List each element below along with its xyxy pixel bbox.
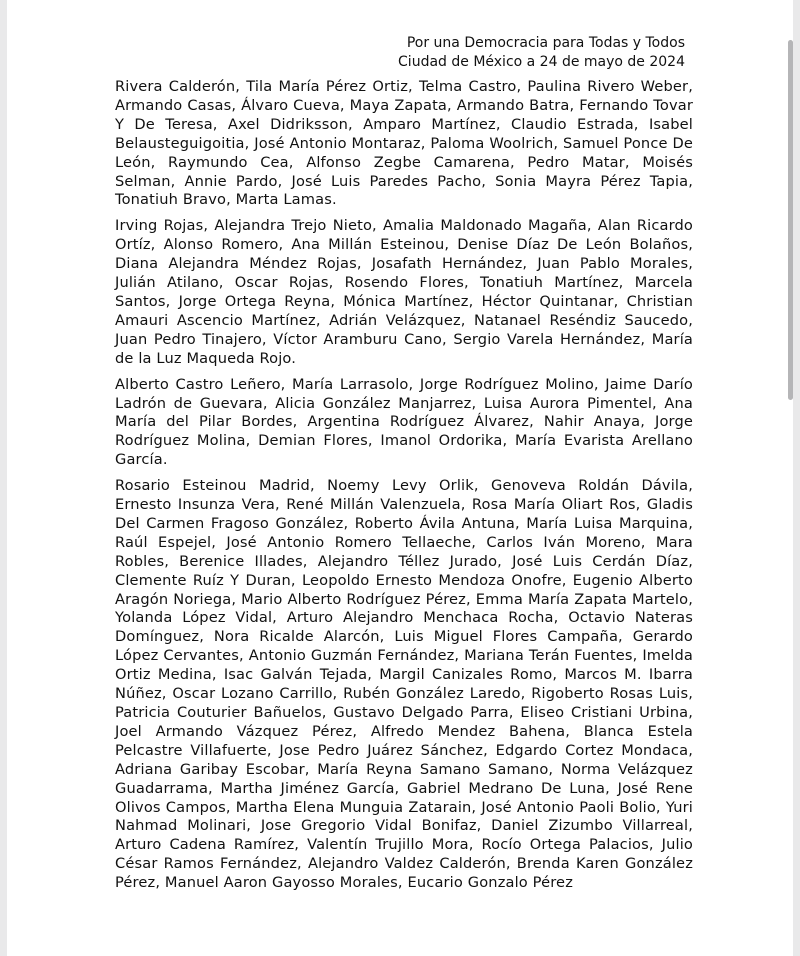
signatories-paragraph-2: Irving Rojas, Alejandra Trejo Nieto, Amalia Maldonado Magaña, Alan Ricardo Ortíz, Alonso Romero, Ana Millán Esteinou, Denise Díaz De León Bolaños, Diana Alejandra Méndez Rojas, Josafath Hernández, Juan Pablo Morales, Julián Atilano, Oscar Rojas, Rosendo Flores, Tonatiuh Martínez, Marcela Santos, Jorge Ortega Reyna, Mónica Martínez, Héctor Quintanar, Christian Amauri Ascencio Martínez, Adrián Velázquez, Natanael Reséndiz Saucedo, Juan Pedro Tinajero, Víctor Aramburu Cano, Sergio Varela Hernández, María de la Luz Maqueda Rojo. [115, 217, 693, 367]
signatories-paragraph-3: Alberto Castro Leñero, María Larrasolo, Jorge Rodríguez Molino, Jaime Darío Ladrón de Guevara, Alicia González Manjarrez, Luisa Aurora Pimentel, Ana María del Pilar Bordes, Argentina Rodríguez Álvarez, Nahir Anaya, Jorge Rodríguez Molina, Demian Flores, Imanol Ordorika, María Evarista Arellano García. [115, 375, 693, 469]
header-place-date: Ciudad de México a 24 de mayo de 2024 [398, 54, 685, 70]
document-page [7, 0, 793, 956]
document-header [398, 34, 685, 72]
signatories-paragraph-4: Rosario Esteinou Madrid, Noemy Levy Orlik, Genoveva Roldán Dávila, Ernesto Insunza Vera, René Millán Valenzuela, Rosa María Oliart Ros, Gladis Del Carmen Fragoso González, Roberto Ávila Antuna, María Luisa Marquina, Raúl Espejel, José Antonio Romero Tellaeche, Carlos Iván Moreno, Mara Robles, Berenice Illades, Alejandro Téllez Jurado, José Luis Cerdán Díaz, Clemente Ruíz Y Duran, Leopoldo Ernesto Mendoza Onofre, Eugenio Alberto Aragón Noriega, Mario Alberto Rodríguez Pérez, Emma María Zapata Martelo, Yolanda López Vidal, Arturo Alejandro Menchaca Rocha, Octavio Nateras Domínguez, Nora Ricalde Alarcón, Luis Miguel Flores Campaña, Gerardo López Cervantes, Antonio Guzmán Fernández, Mariana Terán Fuentes, Imelda Ortiz Medina, Isac Galván Tejada, Margil Canizales Romo, Marcos M. Ibarra Núñez, Oscar Lozano Carrillo, Rubén González Laredo, Rigoberto Rosas Luis, Patricia Couturier Bañuelos, Gustavo Delgado Parra, Eliseo Cristiani Urbina, Joel Armando Vázquez Pérez, Alfredo Mendez Bahena, Blanca Estela Pelcastre Villafuerte, Jose Pedro Juárez Sánchez, Edgardo Cortez Mondaca, Adriana Garibay Escobar, María Reyna Samano Samano, Norma Velázquez Guadarrama, Martha Jiménez García, Gabriel Medrano De Luna, José Rene Olivos Campos, Martha Elena Munguia Zatarain, José Antonio Paoli Bolio, Yuri Nahmad Molinari, Jose Gregorio Vidal Bonifaz, Daniel Zizumbo Villarreal, Arturo Cadena Ramírez, Valentín Trujillo Mora, Rocío Ortega Palacios, Julio César Ramos Fernández, Alejandro Valdez Calderón, Brenda Karen González Pérez, Manuel Aaron Gayosso Morales, Eucario Gonzalo Pérez [115, 477, 693, 892]
header-motto: Por una Democracia para Todas y Todos [406, 35, 685, 51]
signatories-list [115, 78, 693, 900]
signatories-paragraph-1: Rivera Calderón, Tila María Pérez Ortiz, Telma Castro, Paulina Rivero Weber, Armando Casas, Álvaro Cueva, Maya Zapata, Armando Batra, Fernando Tovar Y De Teresa, Axel Didriksson, Amparo Martínez, Claudio Estrada, Isabel Belausteguigoitia, José Antonio Montaraz, Paloma Woolrich, Samuel Ponce De León, Raymundo Cea, Alfonso Zegbe Camarena, Pedro Matar, Moisés Selman, Annie Pardo, José Luis Paredes Pacho, Sonia Mayra Pérez Tapia, Tonatiuh Bravo, Marta Lamas. [115, 78, 693, 209]
vertical-scrollbar[interactable] [788, 40, 793, 400]
